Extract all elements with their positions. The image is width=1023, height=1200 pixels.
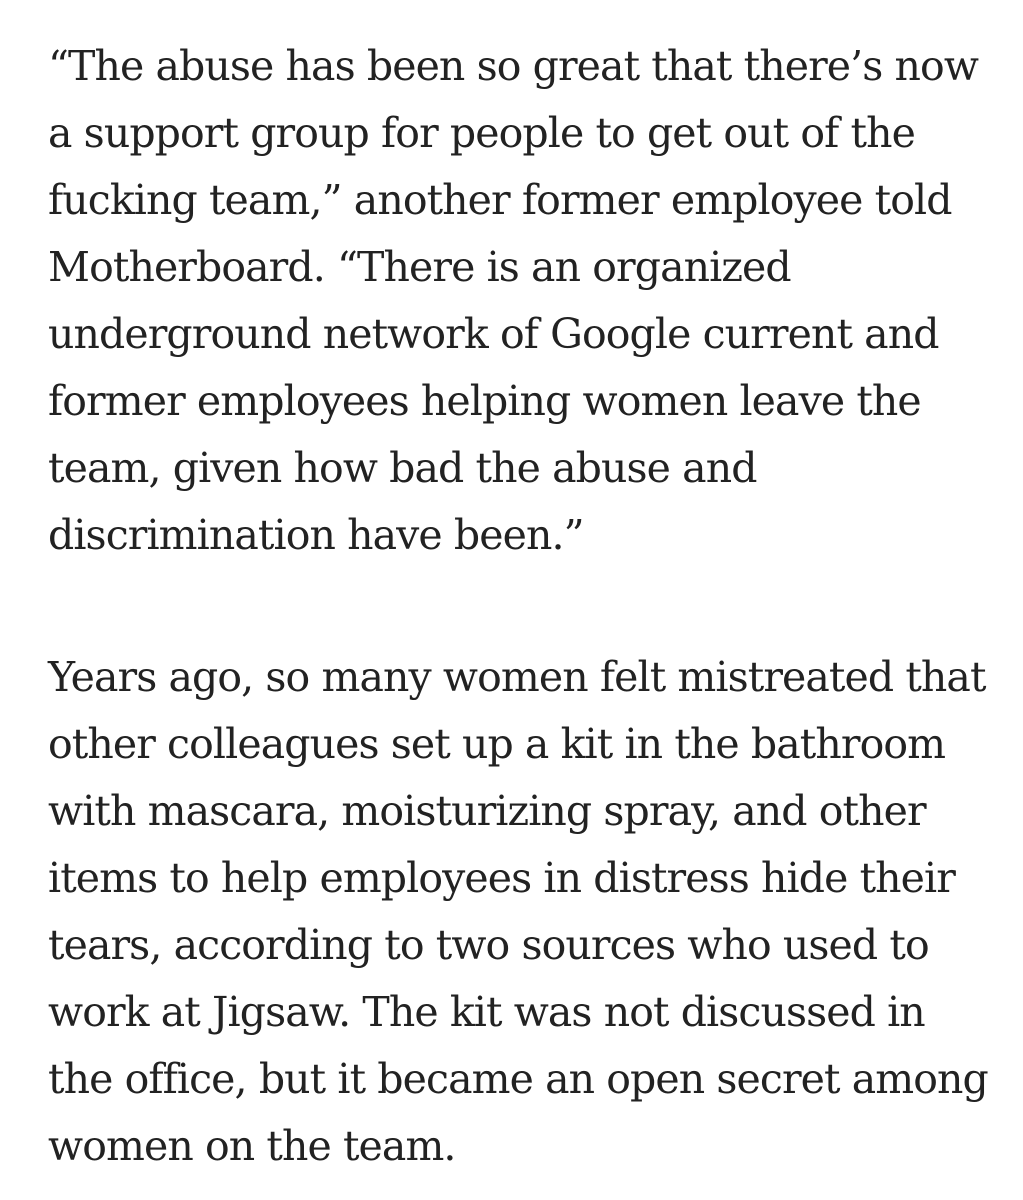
paragraph-line: a support group for people to get out of the: [48, 109, 916, 157]
paragraph-line: items to help employees in distress hide their: [48, 854, 955, 902]
paragraph-line: the office, but it became an open secret among: [48, 1055, 988, 1103]
paragraph-line: work at Jigsaw. The kit was not discussed in: [48, 988, 925, 1036]
paragraph-line: underground network of Google current and: [48, 310, 939, 358]
paragraph-line: former employees helping women leave the: [48, 377, 921, 425]
paragraph-line: other colleagues set up a kit in the bathroom: [48, 720, 946, 768]
paragraph-line: Motherboard. “There is an organized: [48, 243, 791, 291]
paragraph-line: discrimination have been.”: [48, 511, 584, 559]
paragraph-line: “The abuse has been so great that there’s now: [48, 42, 979, 90]
paragraph-line: women on the team.: [48, 1122, 456, 1170]
paragraph-line: Years ago, so many women felt mistreated that: [48, 653, 986, 701]
paragraph-line: team, given how bad the abuse and: [48, 444, 757, 492]
paragraph-line: fucking team,” another former employee told: [48, 176, 952, 224]
article-paragraph: [48, 644, 988, 1180]
article-paragraph: [48, 33, 978, 569]
paragraph-line: with mascara, moisturizing spray, and other: [48, 787, 926, 835]
paragraph-line: tears, according to two sources who used to: [48, 921, 929, 969]
